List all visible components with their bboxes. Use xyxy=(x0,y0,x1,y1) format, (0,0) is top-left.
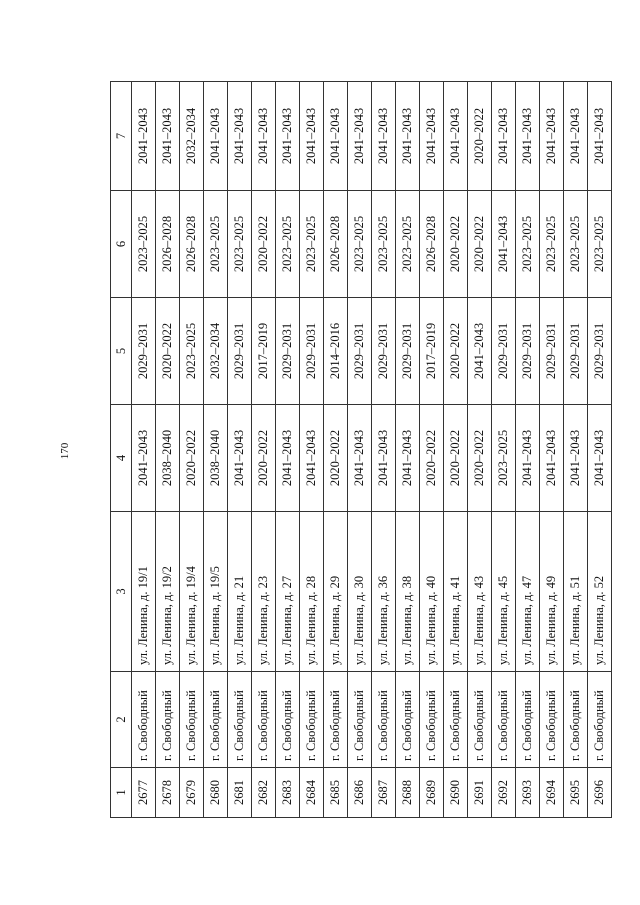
table-row xyxy=(492,82,516,818)
table-row xyxy=(372,82,396,818)
row-number-cell: 2690 xyxy=(444,768,468,818)
period-cell: 2038–2040 xyxy=(204,405,228,512)
address-cell: ул. Ленина, д. 52 xyxy=(588,512,612,672)
table-row xyxy=(468,82,492,818)
period-cell: 2041–2043 xyxy=(132,82,156,191)
period-cell: 2029–2031 xyxy=(300,298,324,405)
city-cell: г. Свободный xyxy=(228,672,252,768)
page-number: 170 xyxy=(59,442,71,460)
period-cell: 2041–2043 xyxy=(588,405,612,512)
period-cell: 2029–2031 xyxy=(492,298,516,405)
row-number-cell: 2679 xyxy=(180,768,204,818)
period-cell: 2041–2043 xyxy=(252,82,276,191)
address-cell: ул. Ленина, д. 38 xyxy=(396,512,420,672)
city-cell: г. Свободный xyxy=(324,672,348,768)
period-cell: 2041–2043 xyxy=(204,82,228,191)
period-cell: 2020–2022 xyxy=(180,405,204,512)
address-cell: ул. Ленина, д. 27 xyxy=(276,512,300,672)
period-cell: 2029–2031 xyxy=(396,298,420,405)
period-cell: 2026–2028 xyxy=(324,191,348,298)
period-cell: 2023–2025 xyxy=(492,405,516,512)
table-row xyxy=(420,82,444,818)
period-cell: 2026–2028 xyxy=(156,191,180,298)
period-cell: 2041–2043 xyxy=(228,405,252,512)
address-cell: ул. Ленина, д. 23 xyxy=(252,512,276,672)
period-cell: 2020–2022 xyxy=(468,405,492,512)
table-row xyxy=(180,82,204,818)
address-cell: ул. Ленина, д. 36 xyxy=(372,512,396,672)
period-cell: 2041–2043 xyxy=(540,82,564,191)
housing-repair-schedule-table xyxy=(110,81,612,818)
period-cell: 2029–2031 xyxy=(276,298,300,405)
city-cell: г. Свободный xyxy=(348,672,372,768)
period-cell: 2041–2043 xyxy=(468,298,492,405)
row-number-cell: 2684 xyxy=(300,768,324,818)
period-cell: 2041–2043 xyxy=(300,405,324,512)
period-cell: 2026–2028 xyxy=(420,191,444,298)
row-number-cell: 2680 xyxy=(204,768,228,818)
period-cell: 2023–2025 xyxy=(348,191,372,298)
period-cell: 2041–2043 xyxy=(396,405,420,512)
row-number-cell: 2687 xyxy=(372,768,396,818)
rotated-table-area xyxy=(110,82,612,818)
period-cell: 2023–2025 xyxy=(564,191,588,298)
period-cell: 2020–2022 xyxy=(444,298,468,405)
address-cell: ул. Ленина, д. 28 xyxy=(300,512,324,672)
period-cell: 2023–2025 xyxy=(372,191,396,298)
period-cell: 2041–2043 xyxy=(516,405,540,512)
period-cell: 2041–2043 xyxy=(372,405,396,512)
period-cell: 2023–2025 xyxy=(516,191,540,298)
row-number-cell: 2689 xyxy=(420,768,444,818)
period-cell: 2041–2043 xyxy=(276,405,300,512)
address-cell: ул. Ленина, д. 19/1 xyxy=(132,512,156,672)
period-cell: 2041–2043 xyxy=(228,82,252,191)
city-cell: г. Свободный xyxy=(516,672,540,768)
period-cell: 2032–2034 xyxy=(180,82,204,191)
row-number-cell: 2695 xyxy=(564,768,588,818)
period-cell: 2020–2022 xyxy=(420,405,444,512)
period-cell: 2023–2025 xyxy=(396,191,420,298)
row-number-cell: 2685 xyxy=(324,768,348,818)
column-number: 2 xyxy=(111,672,132,768)
period-cell: 2041–2043 xyxy=(492,82,516,191)
period-cell: 2023–2025 xyxy=(204,191,228,298)
column-number: 3 xyxy=(111,512,132,672)
period-cell: 2029–2031 xyxy=(564,298,588,405)
row-number-cell: 2693 xyxy=(516,768,540,818)
period-cell: 2023–2025 xyxy=(540,191,564,298)
city-cell: г. Свободный xyxy=(564,672,588,768)
address-cell: ул. Ленина, д. 45 xyxy=(492,512,516,672)
address-cell: ул. Ленина, д. 29 xyxy=(324,512,348,672)
period-cell: 2020–2022 xyxy=(252,191,276,298)
city-cell: г. Свободный xyxy=(180,672,204,768)
row-number-cell: 2688 xyxy=(396,768,420,818)
table-row xyxy=(204,82,228,818)
period-cell: 2041–2043 xyxy=(324,82,348,191)
row-number-cell: 2682 xyxy=(252,768,276,818)
table-body xyxy=(132,82,612,818)
column-number: 6 xyxy=(111,191,132,298)
period-cell: 2041–2043 xyxy=(396,82,420,191)
period-cell: 2029–2031 xyxy=(516,298,540,405)
period-cell: 2029–2031 xyxy=(588,298,612,405)
period-cell: 2041–2043 xyxy=(564,82,588,191)
city-cell: г. Свободный xyxy=(444,672,468,768)
table-row xyxy=(588,82,612,818)
city-cell: г. Свободный xyxy=(396,672,420,768)
period-cell: 2023–2025 xyxy=(300,191,324,298)
period-cell: 2020–2022 xyxy=(468,82,492,191)
period-cell: 2023–2025 xyxy=(180,298,204,405)
table-row xyxy=(276,82,300,818)
period-cell: 2029–2031 xyxy=(228,298,252,405)
period-cell: 2041–2043 xyxy=(300,82,324,191)
period-cell: 2017–2019 xyxy=(420,298,444,405)
period-cell: 2032–2034 xyxy=(204,298,228,405)
table-row xyxy=(516,82,540,818)
period-cell: 2020–2022 xyxy=(324,405,348,512)
row-number-cell: 2692 xyxy=(492,768,516,818)
table-row xyxy=(564,82,588,818)
period-cell: 2041–2043 xyxy=(156,82,180,191)
address-cell: ул. Ленина, д. 49 xyxy=(540,512,564,672)
city-cell: г. Свободный xyxy=(204,672,228,768)
period-cell: 2041–2043 xyxy=(348,82,372,191)
period-cell: 2038–2040 xyxy=(156,405,180,512)
table-row xyxy=(156,82,180,818)
table-row xyxy=(252,82,276,818)
city-cell: г. Свободный xyxy=(156,672,180,768)
column-number: 7 xyxy=(111,82,132,191)
period-cell: 2020–2022 xyxy=(468,191,492,298)
address-cell: ул. Ленина, д. 21 xyxy=(228,512,252,672)
city-cell: г. Свободный xyxy=(300,672,324,768)
city-cell: г. Свободный xyxy=(492,672,516,768)
address-cell: ул. Ленина, д. 41 xyxy=(444,512,468,672)
row-number-cell: 2691 xyxy=(468,768,492,818)
column-number: 5 xyxy=(111,298,132,405)
table-row xyxy=(132,82,156,818)
row-number-cell: 2696 xyxy=(588,768,612,818)
period-cell: 2041–2043 xyxy=(516,82,540,191)
city-cell: г. Свободный xyxy=(252,672,276,768)
city-cell: г. Свободный xyxy=(540,672,564,768)
period-cell: 2017–2019 xyxy=(252,298,276,405)
period-cell: 2029–2031 xyxy=(540,298,564,405)
city-cell: г. Свободный xyxy=(588,672,612,768)
city-cell: г. Свободный xyxy=(372,672,396,768)
row-number-cell: 2683 xyxy=(276,768,300,818)
period-cell: 2023–2025 xyxy=(132,191,156,298)
table-row xyxy=(444,82,468,818)
period-cell: 2029–2031 xyxy=(132,298,156,405)
period-cell: 2020–2022 xyxy=(156,298,180,405)
period-cell: 2041–2043 xyxy=(276,82,300,191)
column-number-row xyxy=(111,82,132,818)
table-row xyxy=(396,82,420,818)
row-number-cell: 2686 xyxy=(348,768,372,818)
row-number-cell: 2677 xyxy=(132,768,156,818)
period-cell: 2020–2022 xyxy=(252,405,276,512)
period-cell: 2023–2025 xyxy=(588,191,612,298)
period-cell: 2023–2025 xyxy=(228,191,252,298)
city-cell: г. Свободный xyxy=(468,672,492,768)
period-cell: 2014–2016 xyxy=(324,298,348,405)
column-number: 4 xyxy=(111,405,132,512)
table-row xyxy=(540,82,564,818)
period-cell: 2026–2028 xyxy=(180,191,204,298)
address-cell: ул. Ленина, д. 47 xyxy=(516,512,540,672)
table-row xyxy=(348,82,372,818)
period-cell: 2020–2022 xyxy=(444,191,468,298)
address-cell: ул. Ленина, д. 19/4 xyxy=(180,512,204,672)
period-cell: 2041–2043 xyxy=(420,82,444,191)
address-cell: ул. Ленина, д. 30 xyxy=(348,512,372,672)
period-cell: 2041–2043 xyxy=(492,191,516,298)
address-cell: ул. Ленина, д. 43 xyxy=(468,512,492,672)
column-number: 1 xyxy=(111,768,132,818)
address-cell: ул. Ленина, д. 19/5 xyxy=(204,512,228,672)
period-cell: 2041–2043 xyxy=(540,405,564,512)
period-cell: 2023–2025 xyxy=(276,191,300,298)
period-cell: 2041–2043 xyxy=(564,405,588,512)
table-row xyxy=(228,82,252,818)
period-cell: 2041–2043 xyxy=(588,82,612,191)
city-cell: г. Свободный xyxy=(420,672,444,768)
city-cell: г. Свободный xyxy=(276,672,300,768)
address-cell: ул. Ленина, д. 51 xyxy=(564,512,588,672)
city-cell: г. Свободный xyxy=(132,672,156,768)
period-cell: 2041–2043 xyxy=(348,405,372,512)
row-number-cell: 2678 xyxy=(156,768,180,818)
period-cell: 2041–2043 xyxy=(372,82,396,191)
address-cell: ул. Ленина, д. 40 xyxy=(420,512,444,672)
period-cell: 2041–2043 xyxy=(132,405,156,512)
period-cell: 2029–2031 xyxy=(348,298,372,405)
period-cell: 2020–2022 xyxy=(444,405,468,512)
period-cell: 2041–2043 xyxy=(444,82,468,191)
table-row xyxy=(300,82,324,818)
address-cell: ул. Ленина, д. 19/2 xyxy=(156,512,180,672)
table-row xyxy=(324,82,348,818)
row-number-cell: 2681 xyxy=(228,768,252,818)
period-cell: 2029–2031 xyxy=(372,298,396,405)
row-number-cell: 2694 xyxy=(540,768,564,818)
